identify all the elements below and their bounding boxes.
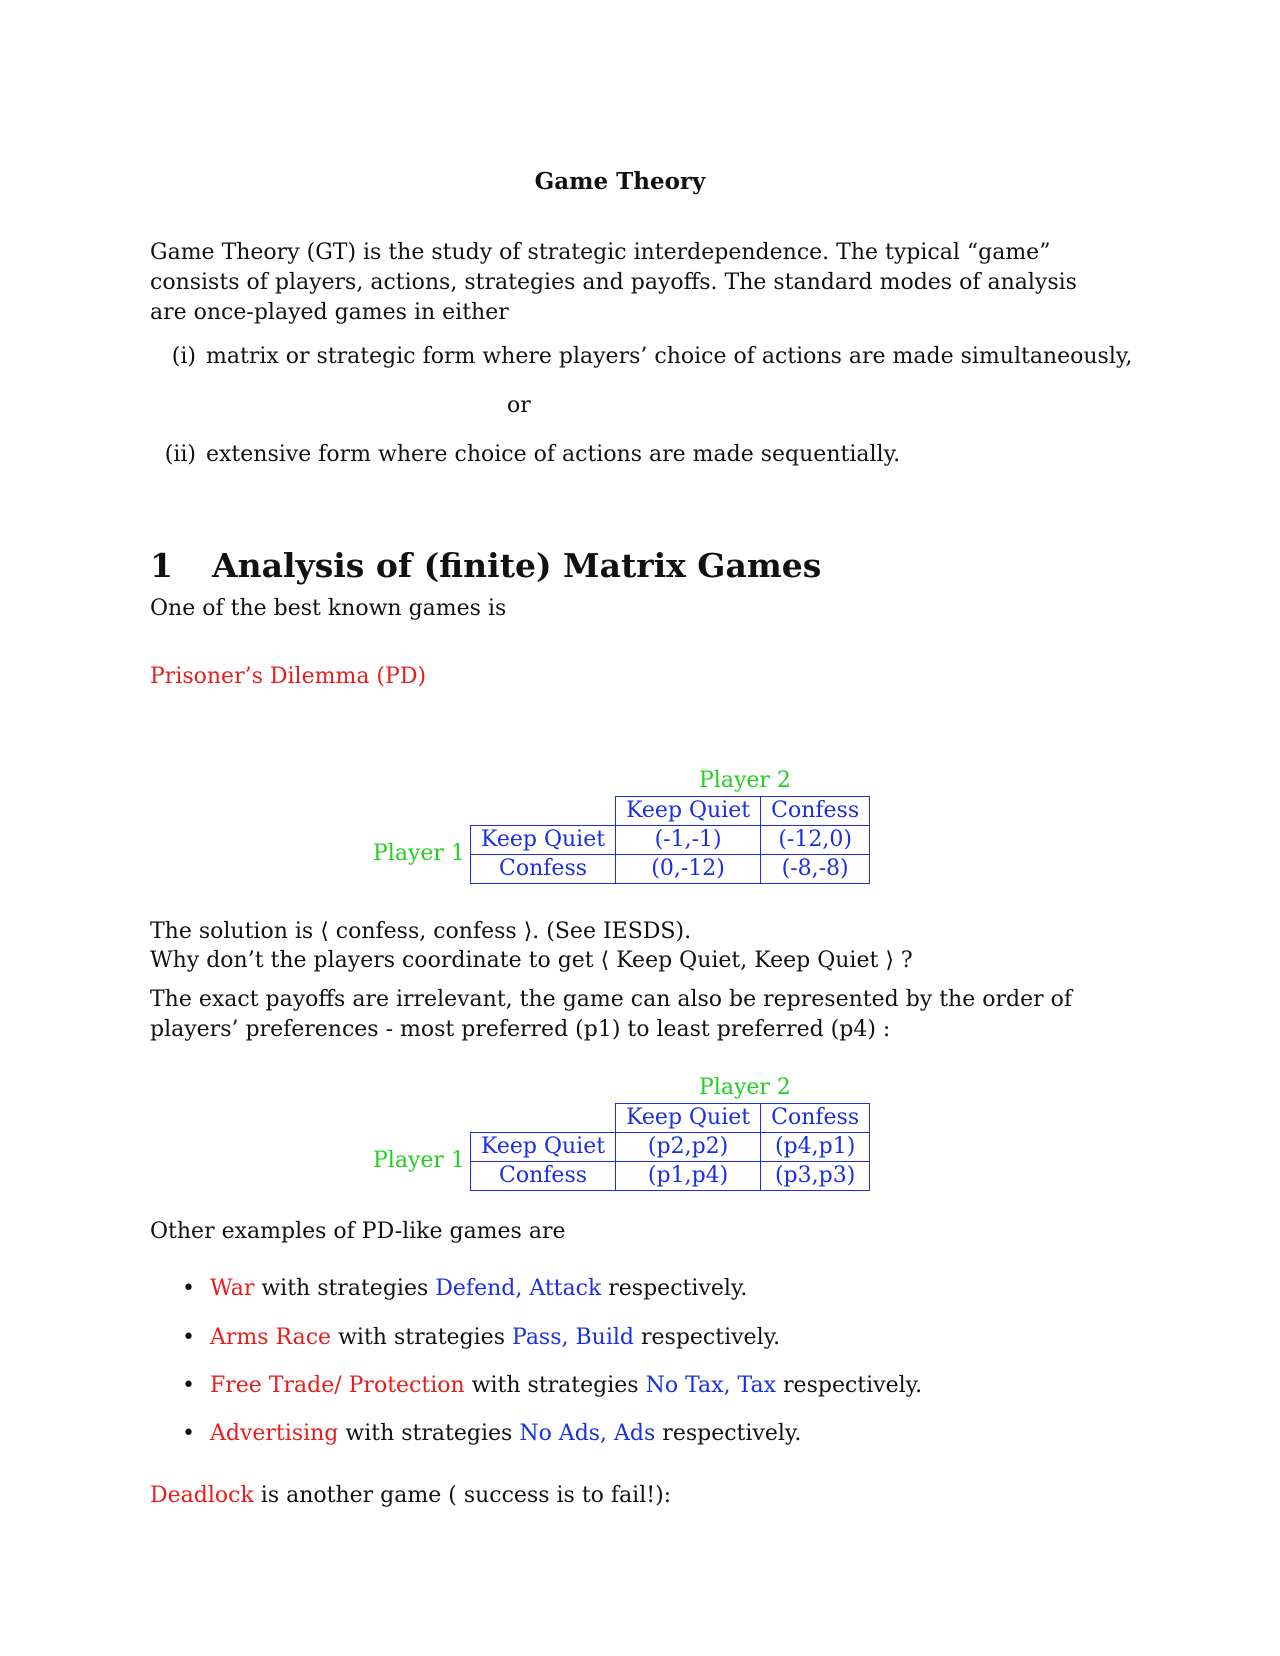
empty-corner (471, 1104, 616, 1133)
payoff-cell: (p3,p3) (761, 1162, 870, 1191)
connector-text: with strategies (254, 1276, 436, 1301)
connector-text: with strategies (331, 1325, 512, 1350)
game-name: Free Trade/ Protection (210, 1373, 465, 1398)
game-name: Advertising (210, 1421, 339, 1446)
strategies-text: No Ads, Ads (519, 1421, 656, 1446)
pd-title: Prisoner’s Dilemma (PD) (150, 664, 427, 689)
payoff-cell: (-8,-8) (761, 855, 870, 884)
or-text: or (507, 393, 531, 418)
bullet-icon: • (182, 1325, 195, 1350)
end-text: respectively. (601, 1276, 748, 1301)
row-header: Confess (471, 1162, 616, 1191)
col-header: Keep Quiet (616, 1104, 761, 1133)
enum-label: (ii) (164, 442, 196, 467)
bullet-icon: • (182, 1373, 195, 1398)
list-item (182, 1276, 747, 1301)
connector-text: with strategies (338, 1421, 520, 1446)
player2-label: Player 2 (699, 1075, 791, 1100)
deadlock-line (150, 1481, 671, 1511)
strategies-text: Pass, Build (512, 1325, 634, 1350)
bullet-icon: • (182, 1276, 195, 1301)
payoff-table-2 (470, 1103, 870, 1191)
list-item (182, 1373, 922, 1398)
solution-line-2: Why don’t the players coordinate to get ⟨ Keep Quiet, Keep Quiet ⟩ ? (150, 948, 913, 973)
game-name: War (210, 1276, 255, 1301)
deadlock-game-name: Deadlock (150, 1483, 254, 1508)
end-text: respectively. (776, 1373, 923, 1398)
other-examples-text: Other examples of PD-like games are (150, 1219, 566, 1244)
section-title: Analysis of (finite) Matrix Games (212, 546, 822, 585)
end-text: respectively. (634, 1325, 781, 1350)
section-number: 1 (150, 546, 173, 585)
player1-label: Player 1 (373, 1148, 465, 1173)
player1-label: Player 1 (373, 841, 465, 866)
game-name: Arms Race (210, 1325, 332, 1350)
solution-line-1: The solution is ⟨ confess, confess ⟩. (See IESDS). (150, 919, 692, 944)
section-heading (150, 546, 821, 585)
payoff-cell: (p2,p2) (616, 1133, 761, 1162)
list-item (182, 1325, 780, 1350)
enum-label: (i) (171, 344, 196, 369)
deadlock-text: is another game ( success is to fail!): (253, 1483, 672, 1508)
doc-title: Game Theory (534, 168, 706, 195)
enum-item-2 (150, 440, 900, 470)
payoff-cell: (-12,0) (761, 826, 870, 855)
payoff-cell: (p1,p4) (616, 1162, 761, 1191)
row-header: Keep Quiet (471, 1133, 616, 1162)
player2-label: Player 2 (699, 768, 791, 793)
connector-text: with strategies (464, 1373, 646, 1398)
payoff-table-1 (470, 796, 870, 884)
row-header: Keep Quiet (471, 826, 616, 855)
bullet-icon: • (182, 1421, 195, 1446)
enum-item-1 (150, 342, 1132, 372)
strategies-text: Defend, Attack (435, 1276, 602, 1301)
col-header: Confess (761, 797, 870, 826)
col-header: Confess (761, 1104, 870, 1133)
intro-paragraph: Game Theory (GT) is the study of strategic interdependence. The typical “game” consists of players, actions, strategies and payoffs. The standard modes of analysis are once-played games in either (150, 240, 1077, 325)
enum-text: matrix or strategic form where players’ choice of actions are made simultaneously, (206, 344, 1133, 369)
end-text: respectively. (655, 1421, 802, 1446)
best-known-text: One of the best known games is (150, 596, 507, 621)
payoff-cell: (-1,-1) (616, 826, 761, 855)
list-item (182, 1421, 801, 1446)
empty-corner (471, 797, 616, 826)
payoff-cell: (p4,p1) (761, 1133, 870, 1162)
payoff-cell: (0,-12) (616, 855, 761, 884)
enum-text: extensive form where choice of actions are made sequentially. (206, 442, 901, 467)
payoff-paragraph: The exact payoffs are irrelevant, the game can also be represented by the order of players’ preferences - most preferred (p1) to least preferred (p4) : (150, 987, 1073, 1042)
col-header: Keep Quiet (616, 797, 761, 826)
strategies-text: No Tax, Tax (645, 1373, 777, 1398)
row-header: Confess (471, 855, 616, 884)
